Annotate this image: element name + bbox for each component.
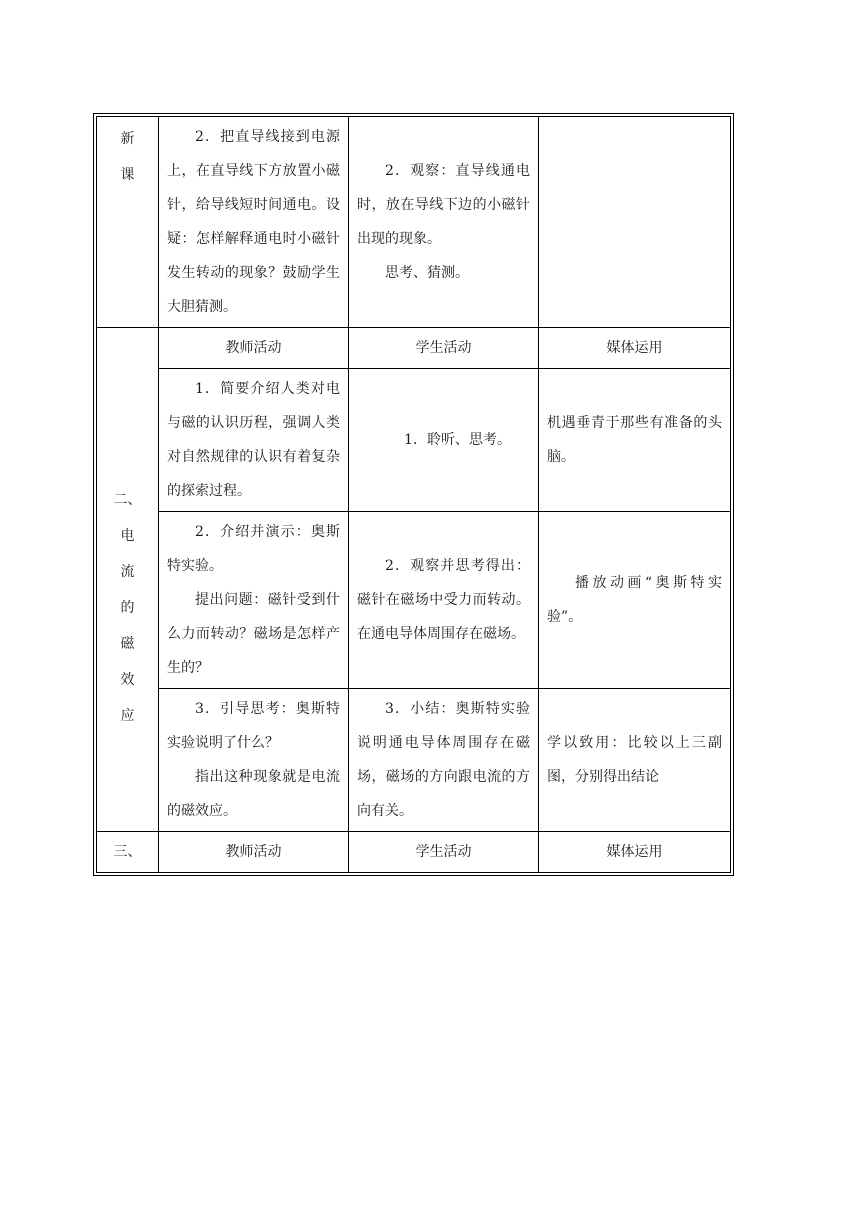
stage-cell-current-magnetic-effect [97, 328, 159, 832]
table-row [97, 689, 731, 832]
teacher-activity-text: 2．介绍并演示：奥斯特实验。 [167, 524, 340, 574]
teacher-activity-text: 1．简要介绍人类对电与磁的认识历程，强调人类对自然规律的认识有着复杂的探索过程。 [167, 381, 340, 499]
teacher-activity-text: 指出这种现象就是电流的磁效应。 [167, 769, 340, 819]
table-header-row [97, 832, 731, 873]
header-media-usage: 媒体运用 [539, 832, 731, 873]
header-teacher-activity: 教师活动 [159, 328, 349, 369]
header-media-usage: 媒体运用 [539, 328, 731, 369]
table-row-new-lesson [97, 117, 731, 328]
media-cell [539, 512, 731, 689]
student-activity-text: 1．聆听、思考。 [404, 432, 511, 448]
stage-char: 应 [120, 708, 135, 724]
student-activity-text: 2．观察：直导线通电时，放在导线下边的小磁针出现的现象。 [357, 163, 530, 247]
teacher-activity-cell [159, 689, 349, 832]
teacher-activity-cell [159, 512, 349, 689]
student-activity-text: 思考、猜测。 [385, 265, 469, 281]
media-text: 播放动画“奥斯特实验”。 [547, 575, 722, 625]
stage-char: 新 [120, 131, 135, 147]
stage-cell-section-three: 三、 [97, 832, 159, 873]
stage-char: 电 [120, 528, 135, 544]
header-student-activity: 学生活动 [349, 832, 539, 873]
stage-char: 效 [120, 672, 135, 688]
student-activity-cell [349, 512, 539, 689]
stage-char: 流 [120, 564, 135, 580]
teacher-activity-cell [159, 117, 349, 328]
teacher-activity-text: 3．引导思考：奥斯特实验说明了什么？ [167, 701, 340, 751]
stage-char: 课 [120, 167, 135, 183]
media-text: 机遇垂青于那些有准备的头脑。 [547, 415, 722, 465]
student-activity-text: 2．观察并思考得出：磁针在磁场中受力而转动。在通电导体周围存在磁场。 [357, 558, 530, 642]
table-header-row [97, 328, 731, 369]
media-cell [539, 689, 731, 832]
teacher-activity-cell [159, 369, 349, 512]
student-activity-text: 3．小结：奥斯特实验说明通电导体周围存在磁场，磁场的方向跟电流的方向有关。 [357, 701, 530, 819]
table-row [97, 512, 731, 689]
media-text: 学以致用：比较以上三副图，分别得出结论 [547, 735, 722, 785]
media-cell [539, 369, 731, 512]
teacher-activity-text: 提出问题：磁针受到什么力而转动？磁场是怎样产生的？ [167, 592, 340, 676]
stage-char: 的 [120, 600, 135, 616]
table-row [97, 369, 731, 512]
student-activity-cell [349, 689, 539, 832]
student-activity-cell [349, 369, 539, 512]
teacher-activity-text: 2．把直导线接到电源上，在直导线下方放置小磁针，给导线短时间通电。设疑：怎样解释通电时小磁针发生转动的现象？鼓励学生大胆猜测。 [167, 129, 340, 315]
header-teacher-activity: 教师活动 [159, 832, 349, 873]
stage-char: 二、 [113, 492, 142, 508]
lesson-plan-table [96, 116, 731, 873]
stage-cell-new-lesson [97, 117, 159, 328]
header-student-activity: 学生活动 [349, 328, 539, 369]
stage-char: 磁 [120, 636, 135, 652]
student-activity-cell [349, 117, 539, 328]
media-cell [539, 117, 731, 328]
